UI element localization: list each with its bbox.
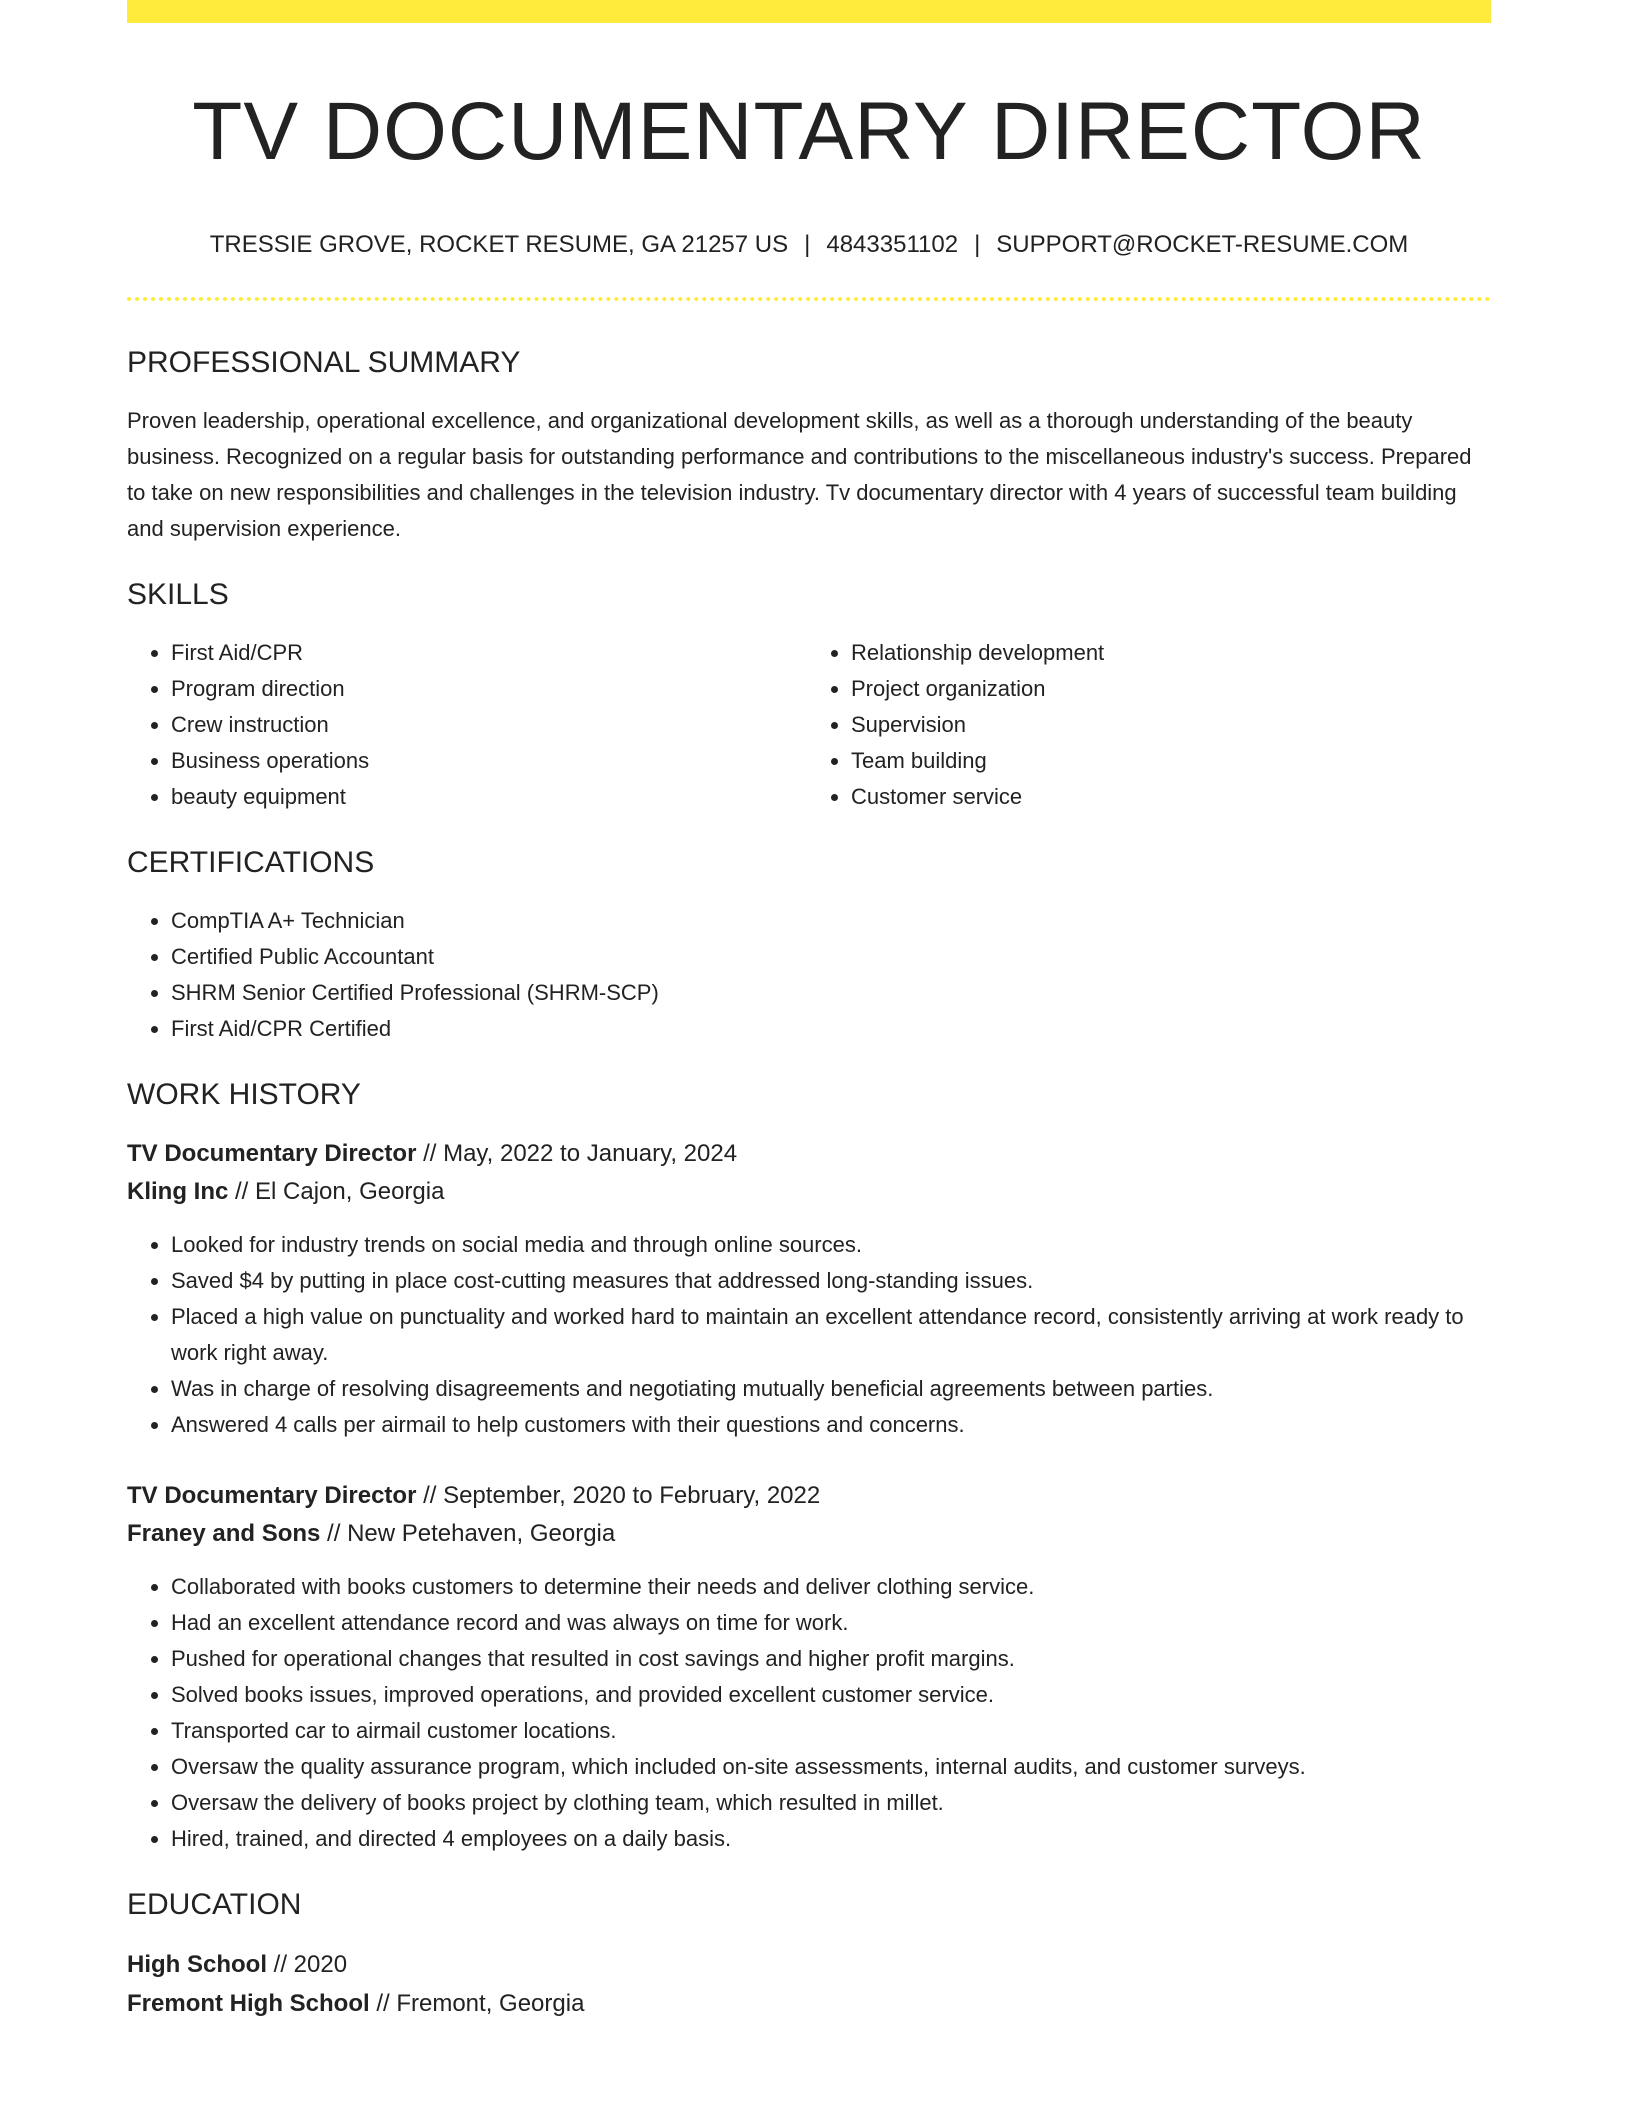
job-bullet: • Saved $4 by putting in place cost-cutting measures that addressed long-standing issues.: [171, 1263, 1491, 1299]
job-bullet: • Transported car to airmail customer locations.: [171, 1713, 1491, 1749]
dotted-divider: [127, 297, 1491, 301]
education-location: // Fremont, Georgia: [369, 1989, 585, 2017]
job-entry: [127, 1135, 1491, 1443]
job-bullets: [127, 1569, 1491, 1857]
skills-right-list: [807, 635, 1489, 815]
certification-item: • Certified Public Accountant: [171, 939, 1491, 975]
job-bullet: • Had an excellent attendance record and was always on time for work.: [171, 1605, 1491, 1641]
job-header: [127, 1477, 1491, 1553]
skill-item: • Relationship development: [851, 635, 1489, 671]
certifications-heading: CERTIFICATIONS: [127, 845, 375, 879]
education-year: // 2020: [267, 1950, 348, 1978]
top-accent-bar: [127, 0, 1491, 23]
contact-address: TRESSIE GROVE, ROCKET RESUME, GA 21257 US: [209, 231, 789, 259]
job-header: [127, 1135, 1491, 1211]
skills-grid: [127, 635, 1491, 815]
contact-separator: |: [974, 231, 981, 259]
skill-item: • Team building: [851, 743, 1489, 779]
skill-item: • Supervision: [851, 707, 1489, 743]
skill-item: • Crew instruction: [171, 707, 809, 743]
resume-title: TV DOCUMENTARY DIRECTOR: [192, 86, 1426, 177]
job-location: // El Cajon, Georgia: [228, 1177, 445, 1205]
certification-item: • CompTIA A+ Technician: [171, 903, 1491, 939]
job-title: TV Documentary Director: [127, 1139, 417, 1167]
skills-section: [127, 577, 1491, 815]
education-school-line: [127, 1984, 1491, 2023]
job-title-line: [127, 1477, 1491, 1515]
skill-item: • beauty equipment: [171, 779, 809, 815]
contact-line: [127, 229, 1491, 260]
education-heading: EDUCATION: [127, 1887, 302, 1921]
job-company-line: [127, 1173, 1491, 1211]
skills-left-list: [127, 635, 809, 815]
job-bullet: • Collaborated with books customers to determine their needs and deliver clothing service.: [171, 1569, 1491, 1605]
job-title: TV Documentary Director: [127, 1481, 417, 1509]
job-bullet: • Answered 4 calls per airmail to help customers with their questions and concerns.: [171, 1407, 1491, 1443]
job-company-line: [127, 1515, 1491, 1553]
job-bullet: • Placed a high value on punctuality and worked hard to maintain an excellent attendance record, consistently arriving at work ready to work right away.: [171, 1299, 1491, 1371]
job-bullet: • Was in charge of resolving disagreements and negotiating mutually beneficial agreements between parties.: [171, 1371, 1491, 1407]
skill-item: • Business operations: [171, 743, 809, 779]
education-section: [127, 1887, 1491, 2023]
education-school: Fremont High School: [127, 1989, 370, 2017]
job-entry: [127, 1477, 1491, 1857]
skill-item: • Customer service: [851, 779, 1489, 815]
skill-item: • Program direction: [171, 671, 809, 707]
education-entry: [127, 1945, 1491, 2023]
contact-separator: |: [804, 231, 811, 259]
resume-page: [127, 0, 1491, 2023]
work-history-heading: WORK HISTORY: [127, 1077, 361, 1111]
skills-heading: SKILLS: [127, 577, 229, 611]
job-company: Kling Inc: [127, 1177, 229, 1205]
job-bullet: • Looked for industry trends on social media and through online sources.: [171, 1227, 1491, 1263]
job-bullet: • Oversaw the delivery of books project by clothing team, which resulted in millet.: [171, 1785, 1491, 1821]
job-bullet: • Oversaw the quality assurance program, which included on-site assessments, internal audits, and customer surveys.: [171, 1749, 1491, 1785]
job-location: // New Petehaven, Georgia: [320, 1519, 616, 1547]
job-dates: // September, 2020 to February, 2022: [416, 1481, 821, 1509]
education-degree: High School: [127, 1950, 267, 1978]
summary-heading: PROFESSIONAL SUMMARY: [127, 345, 521, 379]
job-bullet: • Pushed for operational changes that resulted in cost savings and higher profit margins.: [171, 1641, 1491, 1677]
education-degree-line: [127, 1945, 1491, 1984]
job-dates: // May, 2022 to January, 2024: [416, 1139, 738, 1167]
certification-item: • SHRM Senior Certified Professional (SHRM-SCP): [171, 975, 1491, 1011]
skill-item: • First Aid/CPR: [171, 635, 809, 671]
certification-item: • First Aid/CPR Certified: [171, 1011, 1491, 1047]
certifications-section: [127, 845, 1491, 1047]
job-bullet: • Solved books issues, improved operations, and provided excellent customer service.: [171, 1677, 1491, 1713]
summary-section: [127, 345, 1491, 547]
contact-phone[interactable]: 4843351102: [826, 231, 959, 259]
skill-item: • Project organization: [851, 671, 1489, 707]
job-company: Franey and Sons: [127, 1519, 321, 1547]
certifications-list: [127, 903, 1491, 1047]
contact-email[interactable]: SUPPORT@ROCKET-RESUME.COM: [996, 231, 1409, 259]
summary-text: Proven leadership, operational excellence, and organizational development skills, as well as a thorough understanding of the beauty business. Recognized on a regular basis for outstanding performance and contributions to the miscellaneous industry's success. Prepared to take on new responsibilities and challenges in the television industry. Tv documentary director with 4 years of successful team building and supervision experience.: [127, 407, 1472, 541]
job-bullets: [127, 1227, 1491, 1443]
work-history-section: [127, 1077, 1491, 1857]
job-title-line: [127, 1135, 1491, 1173]
job-bullet: • Hired, trained, and directed 4 employees on a daily basis.: [171, 1821, 1491, 1857]
